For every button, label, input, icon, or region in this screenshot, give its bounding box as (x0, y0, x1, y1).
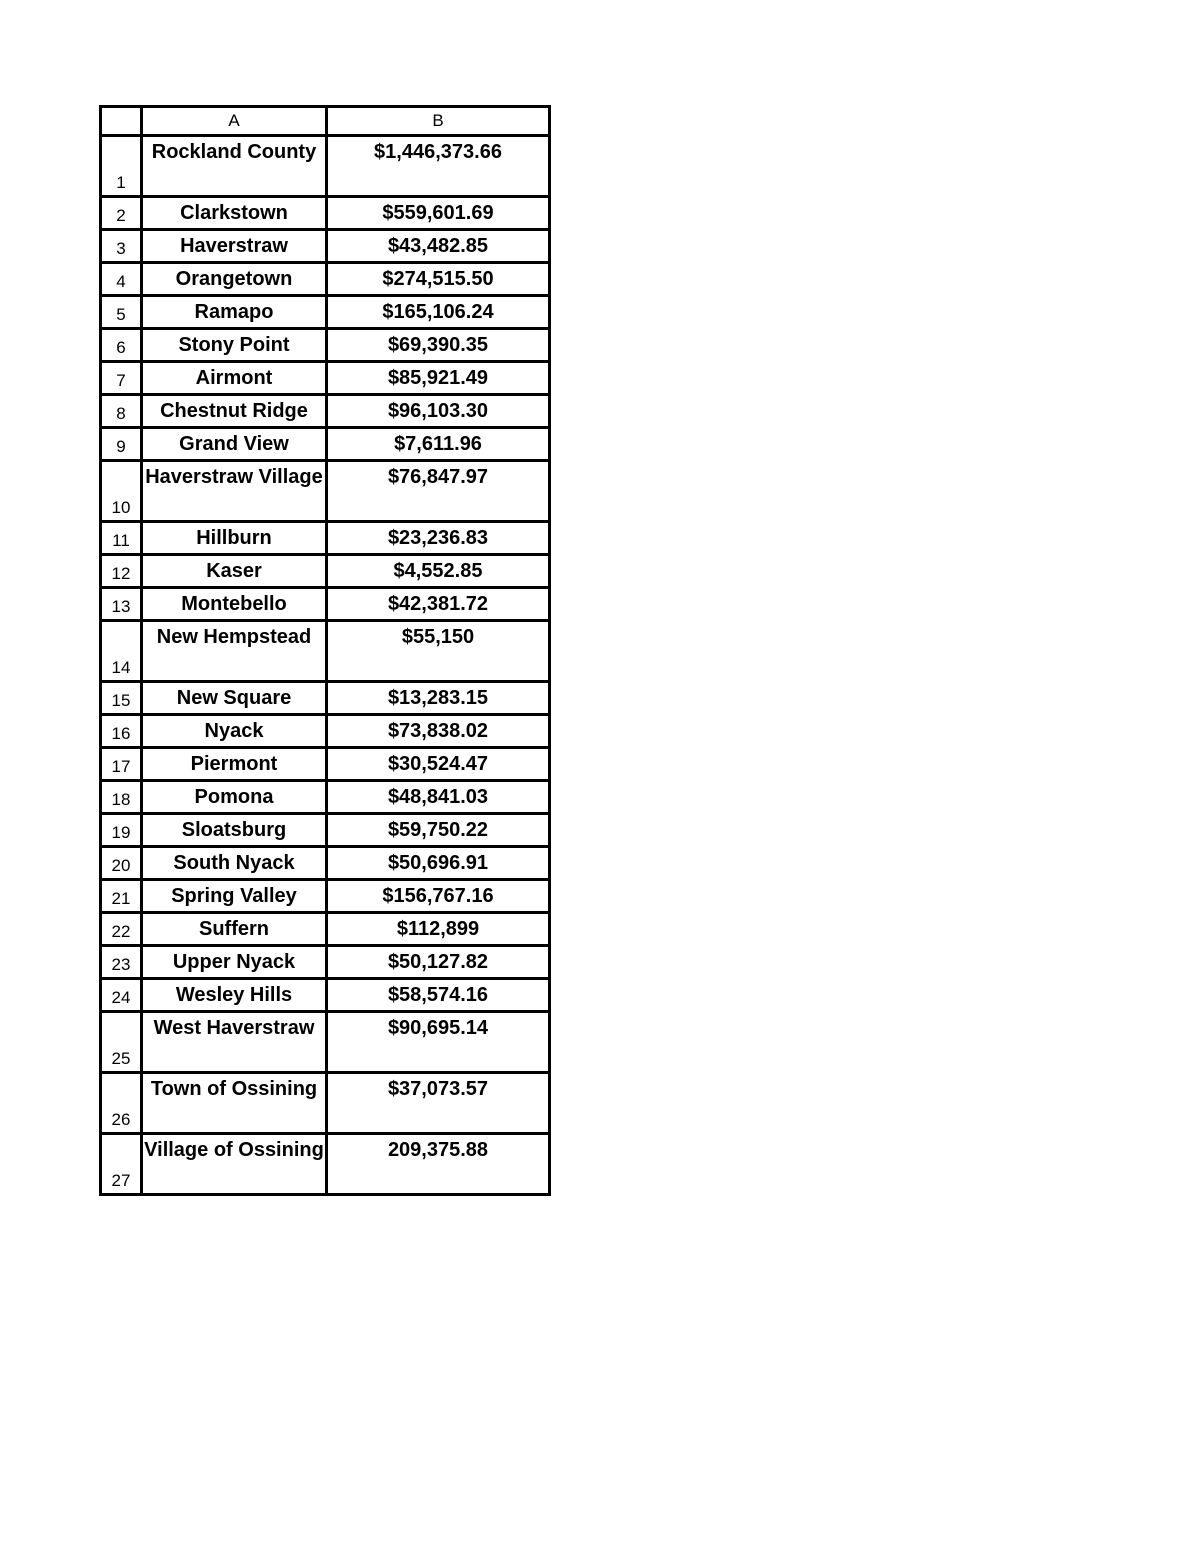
municipality-name-cell[interactable]: Spring Valley (142, 880, 327, 913)
row-number: 7 (101, 362, 142, 395)
municipality-name-cell[interactable]: Ramapo (142, 296, 327, 329)
amount-cell[interactable]: $85,921.49 (327, 362, 550, 395)
amount-cell[interactable]: $13,283.15 (327, 682, 550, 715)
amount-cell[interactable]: $73,838.02 (327, 715, 550, 748)
row-number: 19 (101, 814, 142, 847)
municipality-name-cell[interactable]: Sloatsburg (142, 814, 327, 847)
municipality-name-cell[interactable]: Airmont (142, 362, 327, 395)
row-number: 1 (101, 136, 142, 197)
amount-cell[interactable]: $4,552.85 (327, 555, 550, 588)
row-number: 12 (101, 555, 142, 588)
table-row (101, 621, 550, 682)
row-number: 14 (101, 621, 142, 682)
municipality-name-cell[interactable]: Chestnut Ridge (142, 395, 327, 428)
municipality-name-cell[interactable]: Haverstraw (142, 230, 327, 263)
amount-cell[interactable]: $7,611.96 (327, 428, 550, 461)
table-row (101, 555, 550, 588)
table-row (101, 715, 550, 748)
table-row (101, 230, 550, 263)
row-number: 5 (101, 296, 142, 329)
amount-cell[interactable]: $156,767.16 (327, 880, 550, 913)
amount-cell[interactable]: $112,899 (327, 913, 550, 946)
row-number: 24 (101, 979, 142, 1012)
municipality-name-cell[interactable]: Village of Ossining (142, 1134, 327, 1195)
row-number: 10 (101, 461, 142, 522)
municipality-name-cell[interactable]: Montebello (142, 588, 327, 621)
row-number: 26 (101, 1073, 142, 1134)
municipality-name-cell[interactable]: West Haverstraw (142, 1012, 327, 1073)
amount-cell[interactable]: $59,750.22 (327, 814, 550, 847)
municipality-name-cell[interactable]: New Square (142, 682, 327, 715)
municipality-name-cell[interactable]: South Nyack (142, 847, 327, 880)
municipality-name-cell[interactable]: Pomona (142, 781, 327, 814)
amount-cell[interactable]: $76,847.97 (327, 461, 550, 522)
municipality-name-cell[interactable]: Nyack (142, 715, 327, 748)
row-number: 17 (101, 748, 142, 781)
municipality-name-cell[interactable]: Suffern (142, 913, 327, 946)
table-row (101, 362, 550, 395)
amount-cell[interactable]: $58,574.16 (327, 979, 550, 1012)
municipality-name-cell[interactable]: Upper Nyack (142, 946, 327, 979)
row-number: 3 (101, 230, 142, 263)
municipality-name-cell[interactable]: Piermont (142, 748, 327, 781)
table-row (101, 1073, 550, 1134)
table-row (101, 847, 550, 880)
spreadsheet-table (99, 105, 551, 1196)
municipality-name-cell[interactable]: Grand View (142, 428, 327, 461)
municipality-name-cell[interactable]: Hillburn (142, 522, 327, 555)
amount-cell[interactable]: 209,375.88 (327, 1134, 550, 1195)
amount-cell[interactable]: $96,103.30 (327, 395, 550, 428)
amount-cell[interactable]: $42,381.72 (327, 588, 550, 621)
amount-cell[interactable]: $37,073.57 (327, 1073, 550, 1134)
column-header-b: B (327, 107, 550, 136)
amount-cell[interactable]: $50,127.82 (327, 946, 550, 979)
table-row (101, 913, 550, 946)
amount-cell[interactable]: $165,106.24 (327, 296, 550, 329)
municipality-name-cell[interactable]: New Hempstead (142, 621, 327, 682)
municipality-name-cell[interactable]: Clarkstown (142, 197, 327, 230)
row-number: 27 (101, 1134, 142, 1195)
table-row (101, 329, 550, 362)
table-row (101, 946, 550, 979)
amount-cell[interactable]: $50,696.91 (327, 847, 550, 880)
corner-cell (101, 107, 142, 136)
table-row (101, 1012, 550, 1073)
amount-cell[interactable]: $1,446,373.66 (327, 136, 550, 197)
table-row (101, 461, 550, 522)
row-number: 21 (101, 880, 142, 913)
amount-cell[interactable]: $69,390.35 (327, 329, 550, 362)
amount-cell[interactable]: $90,695.14 (327, 1012, 550, 1073)
table-row (101, 428, 550, 461)
amount-cell[interactable]: $48,841.03 (327, 781, 550, 814)
municipality-name-cell[interactable]: Kaser (142, 555, 327, 588)
municipality-name-cell[interactable]: Wesley Hills (142, 979, 327, 1012)
table-row (101, 682, 550, 715)
row-number: 18 (101, 781, 142, 814)
municipality-name-cell[interactable]: Haverstraw Village (142, 461, 327, 522)
table-row (101, 136, 550, 197)
column-header-row (101, 107, 550, 136)
table-row (101, 296, 550, 329)
table-row (101, 781, 550, 814)
table-row (101, 880, 550, 913)
table-row (101, 395, 550, 428)
table-row (101, 263, 550, 296)
municipality-name-cell[interactable]: Town of Ossining (142, 1073, 327, 1134)
amount-cell[interactable]: $274,515.50 (327, 263, 550, 296)
municipality-name-cell[interactable]: Stony Point (142, 329, 327, 362)
municipality-name-cell[interactable]: Orangetown (142, 263, 327, 296)
amount-cell[interactable]: $559,601.69 (327, 197, 550, 230)
municipality-name-cell[interactable]: Rockland County (142, 136, 327, 197)
amount-cell[interactable]: $30,524.47 (327, 748, 550, 781)
amount-cell[interactable]: $55,150 (327, 621, 550, 682)
table-row (101, 197, 550, 230)
table-row (101, 814, 550, 847)
table-row (101, 979, 550, 1012)
row-number: 22 (101, 913, 142, 946)
table-row (101, 748, 550, 781)
table-row (101, 522, 550, 555)
row-number: 23 (101, 946, 142, 979)
row-number: 2 (101, 197, 142, 230)
row-number: 9 (101, 428, 142, 461)
row-number: 15 (101, 682, 142, 715)
column-header-a: A (142, 107, 327, 136)
row-number: 13 (101, 588, 142, 621)
table-row (101, 1134, 550, 1195)
table-row (101, 588, 550, 621)
row-number: 20 (101, 847, 142, 880)
amount-cell[interactable]: $43,482.85 (327, 230, 550, 263)
row-number: 6 (101, 329, 142, 362)
row-number: 16 (101, 715, 142, 748)
row-number: 8 (101, 395, 142, 428)
row-number: 11 (101, 522, 142, 555)
row-number: 4 (101, 263, 142, 296)
row-number: 25 (101, 1012, 142, 1073)
amount-cell[interactable]: $23,236.83 (327, 522, 550, 555)
